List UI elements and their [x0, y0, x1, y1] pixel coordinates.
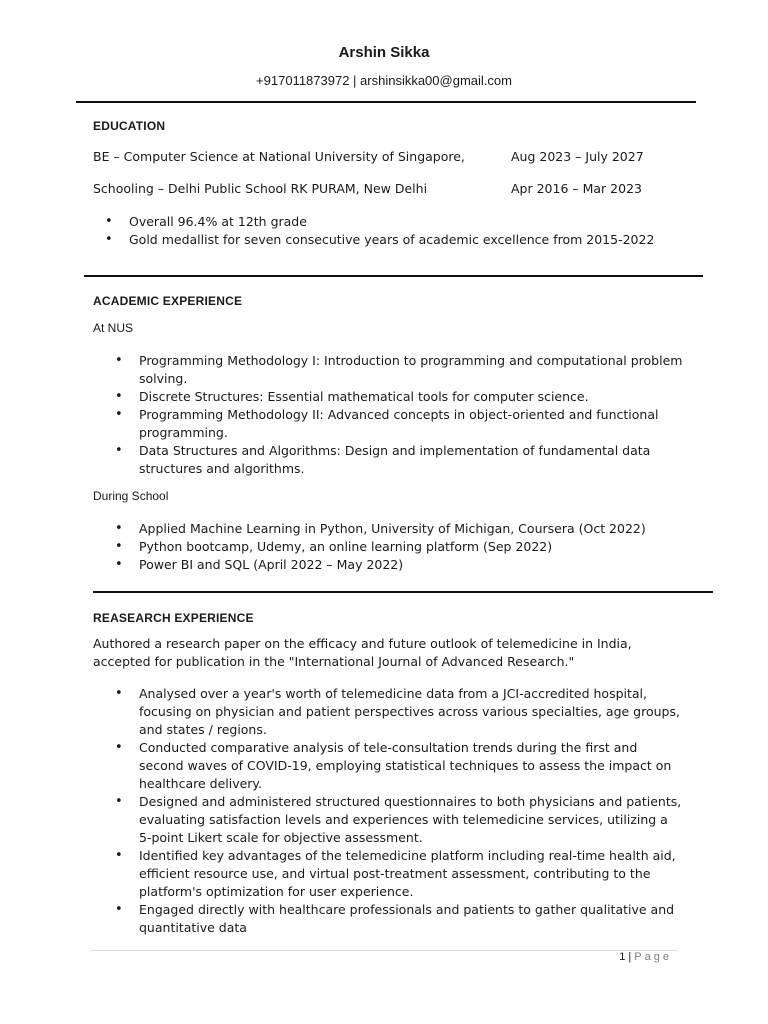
section-divider [93, 591, 713, 593]
research-heading: REASEARCH EXPERIENCE [93, 611, 254, 625]
list-item: • Data Structures and Algorithms: Design and implementation of fundamental data structures and algorithms. [93, 442, 683, 478]
academic-heading: ACADEMIC EXPERIENCE [93, 294, 243, 308]
research-intro-line-1: Authored a research paper on the efficacy and future outlook of telemedicine in India, [93, 636, 632, 651]
list-item: • Engaged directly with healthcare professionals and patients to gather qualitative and quantitative data [93, 901, 683, 937]
contact-info: +917011873972 | arshinsikka00@gmail.com [256, 73, 512, 88]
page-label: Page [634, 951, 672, 963]
nus-course-list [93, 352, 683, 478]
page-number-value: 1 [619, 951, 626, 963]
nus-label: At NUS [93, 321, 134, 335]
list-item: • Python bootcamp, Udemy, an online learning platform (Sep 2022) [93, 538, 713, 556]
school-course-list [93, 520, 713, 574]
research-list [93, 685, 683, 937]
education-bullets [93, 213, 713, 249]
section-divider [84, 275, 703, 277]
education-school: Schooling – Delhi Public School RK PURAM, New Delhi [93, 181, 428, 196]
list-item: • Identified key advantages of the telemedicine platform including real-time health aid, efficient resource use, and virtual post-treatment assessment, contributing to the platform's optimization for user experience. [93, 847, 683, 901]
page-number-separator: | [628, 951, 632, 963]
education-degree: BE – Computer Science at National University of Singapore, [93, 149, 465, 164]
education-degree-dates: Aug 2023 – July 2027 [511, 149, 644, 164]
list-item: • Gold medallist for seven consecutive years of academic excellence from 2015-2022 [93, 231, 713, 249]
school-label: During School [93, 489, 169, 503]
education-heading: EDUCATION [93, 119, 166, 133]
list-item: • Power BI and SQL (April 2022 – May 2022) [93, 556, 713, 574]
list-item: • Designed and administered structured questionnaires to both physicians and patients, evaluating satisfaction levels and experiences with telemedicine services, utilizing a 5-point Likert scale for objective assessment. [93, 793, 683, 847]
education-school-dates: Apr 2016 – Mar 2023 [511, 181, 642, 196]
page-number [560, 951, 672, 963]
list-item: • Analysed over a year's worth of telemedicine data from a JCI-accredited hospital, focusing on physician and patient perspectives across various specialties, age groups, and states / regions. [93, 685, 683, 739]
list-item: • Overall 96.4% at 12th grade [93, 213, 713, 231]
resume-name: Arshin Sikka [338, 44, 430, 61]
list-item: • Conducted comparative analysis of tele-consultation trends during the first and second waves of COVID-19, employing statistical techniques to assess the impact on healthcare delivery. [93, 739, 683, 793]
header-divider [76, 101, 696, 103]
list-item: • Programming Methodology II: Advanced concepts in object-oriented and functional programming. [93, 406, 683, 442]
list-item: • Discrete Structures: Essential mathematical tools for computer science. [93, 388, 683, 406]
list-item: • Applied Machine Learning in Python, University of Michigan, Coursera (Oct 2022) [93, 520, 713, 538]
list-item: • Programming Methodology I: Introduction to programming and computational problem solving. [93, 352, 683, 388]
research-intro-line-2: accepted for publication in the "International Journal of Advanced Research." [93, 654, 575, 669]
